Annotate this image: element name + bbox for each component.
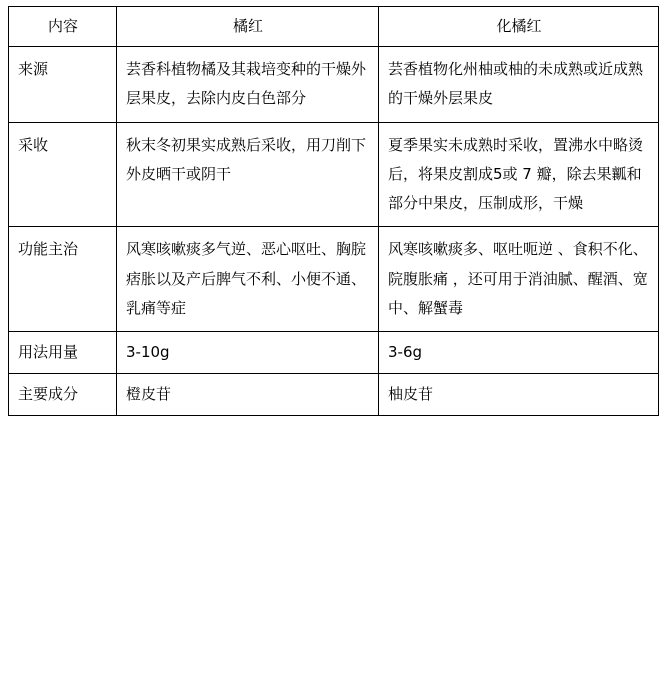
cell-source-huajuhong: 芸香植物化州柚或柚的未成熟或近成熟的干燥外层果皮 [379, 47, 659, 123]
cell-components-juhong: 橙皮苷 [117, 374, 379, 416]
column-header-huajuhong: 化橘红 [379, 7, 659, 47]
comparison-table [8, 6, 659, 416]
cell-source-juhong: 芸香科植物橘及其栽培变种的干燥外层果皮，去除内皮白色部分 [117, 47, 379, 123]
column-header-content: 内容 [9, 7, 117, 47]
table-row [9, 227, 659, 332]
row-label-dosage: 用法用量 [9, 332, 117, 374]
cell-dosage-huajuhong: 3-6g [379, 332, 659, 374]
cell-function-huajuhong: 风寒咳嗽痰多、呕吐呃逆 、食积不化、院腹胀痛 ，还可用于消油腻、醒酒、宽中、解蟹毒 [379, 227, 659, 332]
row-label-source: 来源 [9, 47, 117, 123]
cell-components-huajuhong: 柚皮苷 [379, 374, 659, 416]
cell-harvest-huajuhong: 夏季果实未成熟时采收，置沸水中略烫后，将果皮割成5或 7 瓣，除去果瓤和部分中果皮，压制成形，干燥 [379, 122, 659, 227]
table-row [9, 122, 659, 227]
table-header-row [9, 7, 659, 47]
column-header-juhong: 橘红 [117, 7, 379, 47]
cell-dosage-juhong: 3-10g [117, 332, 379, 374]
cell-function-juhong: 风寒咳嗽痰多气逆、恶心呕吐、胸脘痞胀以及产后脾气不利、小便不通、乳痛等症 [117, 227, 379, 332]
table-row [9, 332, 659, 374]
row-label-function: 功能主治 [9, 227, 117, 332]
table-row [9, 374, 659, 416]
row-label-harvest: 采收 [9, 122, 117, 227]
row-label-components: 主要成分 [9, 374, 117, 416]
table-row [9, 47, 659, 123]
cell-harvest-juhong: 秋末冬初果实成熟后采收，用刀削下外皮晒干或阴干 [117, 122, 379, 227]
